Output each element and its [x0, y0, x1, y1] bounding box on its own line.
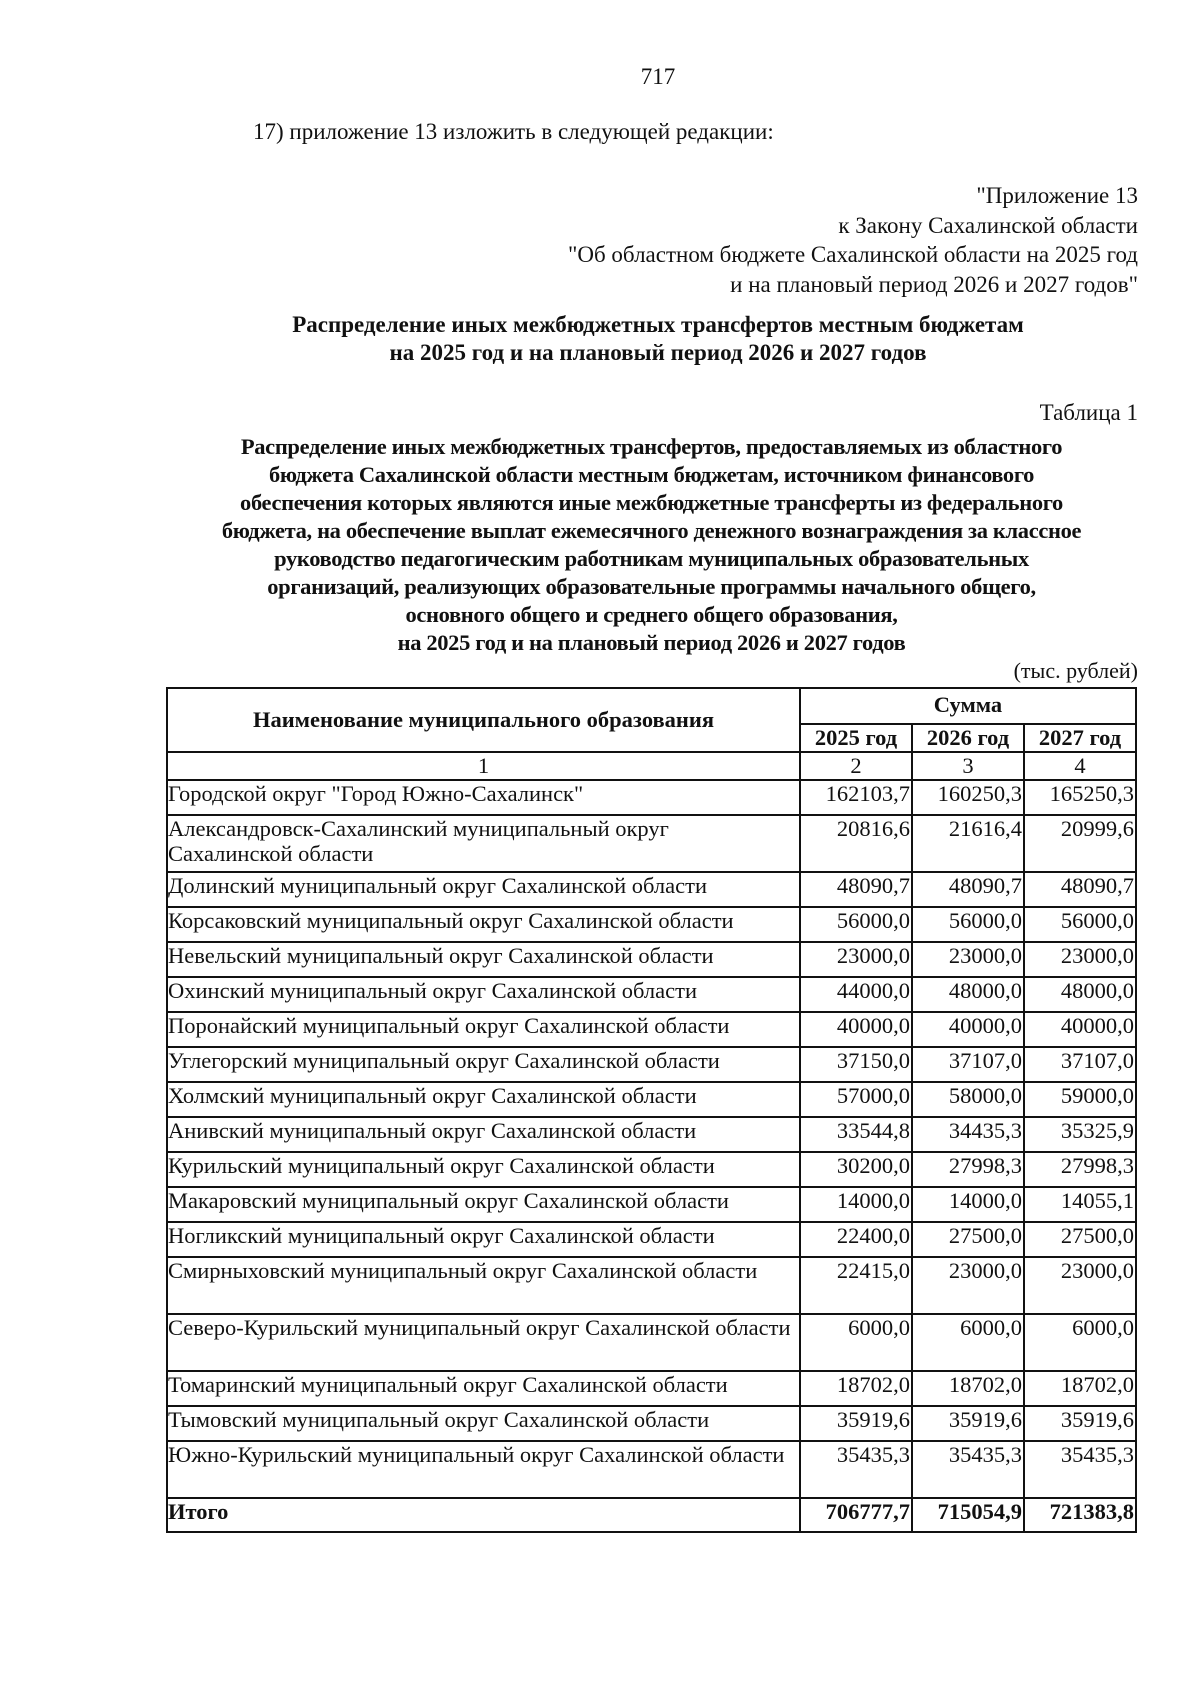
table-row [167, 1441, 1136, 1498]
amount-cell: 40000,0 [912, 1012, 1024, 1047]
table-row [167, 977, 1136, 1012]
amount-cell: 34435,3 [912, 1117, 1024, 1152]
amount-cell: 35325,9 [1024, 1117, 1136, 1152]
table-row [167, 942, 1136, 977]
table-row [167, 1257, 1136, 1314]
table-title-line: бюджета Сахалинской области местным бюджетам, источником финансового [268, 462, 1035, 487]
table-title-line: Распределение иных межбюджетных трансфертов, предоставляемых из областного [240, 434, 1063, 459]
amount-cell: 23000,0 [912, 942, 1024, 977]
table-body [167, 780, 1136, 1532]
municipality-name: Северо-Курильский муниципальный округ Сахалинской области [167, 1314, 800, 1371]
table-title-line: обеспечения которых являются иные межбюджетные трансферты из федерального [240, 490, 1063, 515]
amount-cell: 14000,0 [912, 1187, 1024, 1222]
table-row [167, 1047, 1136, 1082]
header-sum: Сумма [800, 688, 1136, 724]
amount-cell: 56000,0 [800, 907, 912, 942]
amount-cell: 6000,0 [800, 1314, 912, 1371]
amount-cell: 23000,0 [1024, 942, 1136, 977]
amount-cell: 6000,0 [1024, 1314, 1136, 1371]
municipality-name: Курильский муниципальный округ Сахалинской области [167, 1152, 800, 1187]
municipality-name: Смирныховский муниципальный округ Сахалинской области [167, 1257, 800, 1314]
amount-cell: 715054,9 [912, 1498, 1024, 1532]
table-title-line: руководство педагогическим работникам муниципальных образовательных [274, 546, 1029, 571]
appendix-line: "Об областном бюджете Сахалинской области на 2025 год [567, 242, 1138, 267]
transfers-table [166, 687, 1137, 1533]
amount-cell: 14055,1 [1024, 1187, 1136, 1222]
column-number: 3 [912, 752, 1024, 780]
amount-cell: 40000,0 [800, 1012, 912, 1047]
amount-cell: 21616,4 [912, 815, 1024, 872]
header-year: 2027 год [1024, 724, 1136, 752]
table-title-line: основного общего и среднего общего образования, [405, 602, 898, 627]
municipality-name: Городской округ "Город Южно-Сахалинск" [167, 780, 800, 815]
column-number: 1 [167, 752, 800, 780]
amount-cell: 14000,0 [800, 1187, 912, 1222]
document-title [0, 311, 1200, 367]
amount-cell: 721383,8 [1024, 1498, 1136, 1532]
amount-cell: 27998,3 [1024, 1152, 1136, 1187]
table-row [167, 780, 1136, 815]
municipality-name: Невельский муниципальный округ Сахалинской области [167, 942, 800, 977]
intro-text: 17) приложение 13 изложить в следующей редакции: [253, 119, 774, 144]
municipality-name: Поронайский муниципальный округ Сахалинской области [167, 1012, 800, 1047]
amount-cell: 22400,0 [800, 1222, 912, 1257]
amount-cell: 30200,0 [800, 1152, 912, 1187]
amount-cell: 48090,7 [800, 872, 912, 907]
amount-cell: 48000,0 [1024, 977, 1136, 1012]
table-row [167, 1152, 1136, 1187]
amount-cell: 35919,6 [912, 1406, 1024, 1441]
amount-cell: 37150,0 [800, 1047, 912, 1082]
amount-cell: 23000,0 [912, 1257, 1024, 1314]
total-row [167, 1498, 1136, 1532]
appendix-line: "Приложение 13 [976, 183, 1138, 208]
municipality-name: Корсаковский муниципальный округ Сахалинской области [167, 907, 800, 942]
municipality-name: Томаринский муниципальный округ Сахалинской области [167, 1371, 800, 1406]
amount-cell: 35435,3 [800, 1441, 912, 1498]
municipality-name: Макаровский муниципальный округ Сахалинской области [167, 1187, 800, 1222]
column-number: 2 [800, 752, 912, 780]
amount-cell: 20816,6 [800, 815, 912, 872]
amount-cell: 165250,3 [1024, 780, 1136, 815]
table-row [167, 872, 1136, 907]
amount-cell: 40000,0 [1024, 1012, 1136, 1047]
amount-cell: 33544,8 [800, 1117, 912, 1152]
table-title-line: организаций, реализующих образовательные программы начального общего, [267, 574, 1036, 599]
amount-cell: 44000,0 [800, 977, 912, 1012]
municipality-name: Углегорский муниципальный округ Сахалинской области [167, 1047, 800, 1082]
municipality-name: Тымовский муниципальный округ Сахалинской области [167, 1406, 800, 1441]
amount-cell: 37107,0 [912, 1047, 1024, 1082]
title-line: на 2025 год и на плановый период 2026 и 2027 годов [389, 340, 927, 365]
amount-cell: 48090,7 [1024, 872, 1136, 907]
amount-cell: 37107,0 [1024, 1047, 1136, 1082]
municipality-name: Холмский муниципальный округ Сахалинской области [167, 1082, 800, 1117]
municipality-name: Охинский муниципальный округ Сахалинской области [167, 977, 800, 1012]
amount-cell: 18702,0 [800, 1371, 912, 1406]
header-year: 2025 год [800, 724, 912, 752]
amount-cell: 18702,0 [1024, 1371, 1136, 1406]
page-number: 717 [640, 64, 676, 89]
amount-cell: 27998,3 [912, 1152, 1024, 1187]
appendix-header [568, 181, 1138, 299]
municipality-name: Ногликский муниципальный округ Сахалинской области [167, 1222, 800, 1257]
table-row [167, 1406, 1136, 1441]
amount-cell: 27500,0 [912, 1222, 1024, 1257]
amount-cell: 56000,0 [1024, 907, 1136, 942]
municipality-name: Александровск-Сахалинский муниципальный округ Сахалинской области [167, 815, 800, 872]
table-title-line: на 2025 год и на плановый период 2026 и 2027 годов [397, 630, 906, 655]
table-title-line: бюджета, на обеспечение выплат ежемесячного денежного вознаграждения за классное [221, 518, 1082, 543]
municipality-name: Анивский муниципальный округ Сахалинской области [167, 1117, 800, 1152]
table-row [167, 1314, 1136, 1371]
table-row [167, 1371, 1136, 1406]
amount-cell: 162103,7 [800, 780, 912, 815]
amount-cell: 35919,6 [1024, 1406, 1136, 1441]
appendix-line: к Закону Сахалинской области [838, 212, 1138, 238]
municipality-name: Южно-Курильский муниципальный округ Сахалинской области [167, 1441, 800, 1498]
table-row [167, 1187, 1136, 1222]
amount-cell: 59000,0 [1024, 1082, 1136, 1117]
appendix-line: и на плановый период 2026 и 2027 годов" [730, 271, 1138, 297]
table-row [167, 1117, 1136, 1152]
table-row [167, 1222, 1136, 1257]
table-title [166, 433, 1137, 657]
amount-cell: 57000,0 [800, 1082, 912, 1117]
amount-cell: 35919,6 [800, 1406, 912, 1441]
table-row [167, 1012, 1136, 1047]
amount-cell: 35435,3 [1024, 1441, 1136, 1498]
title-line: Распределение иных межбюджетных трансфертов местным бюджетам [292, 312, 1024, 337]
units-label: (тыс. рублей) [1013, 658, 1138, 683]
header-year: 2026 год [912, 724, 1024, 752]
table-row [167, 815, 1136, 872]
amount-cell: 706777,7 [800, 1498, 912, 1532]
amount-cell: 48000,0 [912, 977, 1024, 1012]
municipality-name: Долинский муниципальный округ Сахалинской области [167, 872, 800, 907]
amount-cell: 23000,0 [1024, 1257, 1136, 1314]
amount-cell: 22415,0 [800, 1257, 912, 1314]
amount-cell: 48090,7 [912, 872, 1024, 907]
amount-cell: 20999,6 [1024, 815, 1136, 872]
amount-cell: 18702,0 [912, 1371, 1024, 1406]
amount-cell: 58000,0 [912, 1082, 1024, 1117]
column-number: 4 [1024, 752, 1136, 780]
table-label: Таблица 1 [1039, 400, 1138, 425]
table-row [167, 907, 1136, 942]
amount-cell: 6000,0 [912, 1314, 1024, 1371]
amount-cell: 27500,0 [1024, 1222, 1136, 1257]
amount-cell: 160250,3 [912, 780, 1024, 815]
table-row [167, 1082, 1136, 1117]
amount-cell: 23000,0 [800, 942, 912, 977]
total-label: Итого [167, 1498, 800, 1532]
amount-cell: 35435,3 [912, 1441, 1024, 1498]
amount-cell: 56000,0 [912, 907, 1024, 942]
header-name: Наименование муниципального образования [167, 688, 800, 752]
